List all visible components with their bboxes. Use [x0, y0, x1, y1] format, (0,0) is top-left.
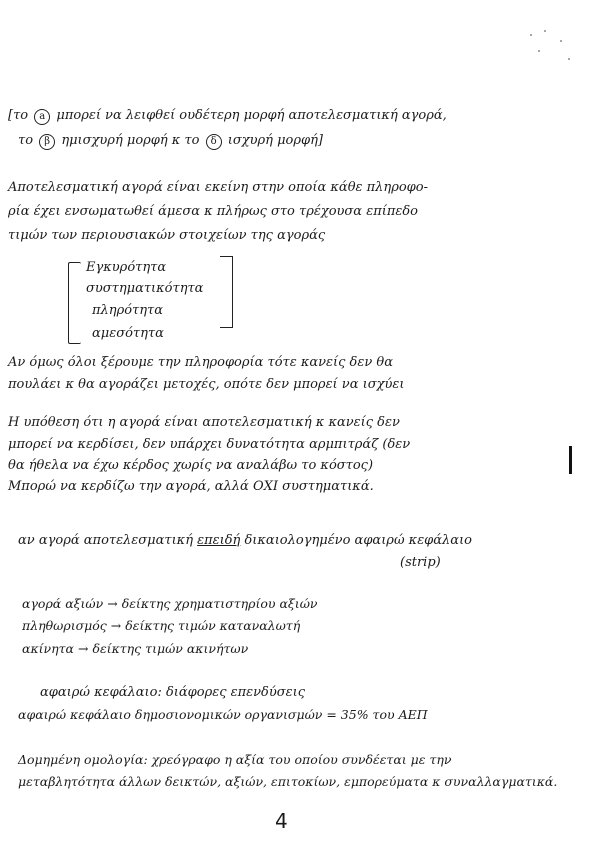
- note-line-23: Δομημένη ομολογία: χρεόγραφο η αξία του οποίου συνδέεται με την: [18, 752, 452, 767]
- bracket-right: [220, 256, 233, 328]
- mapping-row: ακίνητα → δείκτης τιμών ακινήτων: [22, 641, 249, 656]
- bracket-left: [68, 262, 81, 344]
- note-line-17: (strip): [400, 555, 441, 570]
- list-item: Εγκυρότητα: [86, 260, 167, 275]
- note-line-21: αφαιρώ κεφάλαιο: διάφορες επενδύσεις: [40, 685, 305, 700]
- mapping-row: αγορά αξιών → δείκτης χρηματιστηρίου αξιών: [22, 596, 318, 611]
- stray-marks: [520, 28, 580, 68]
- note-line-15: Μπορώ να κερδίζω την αγορά, αλλά ΟΧΙ συστηματικά.: [8, 479, 374, 494]
- circled-letter-icon: β: [39, 134, 55, 150]
- note-line-14: θα ήθελα να έχω κέρδος χωρίς να αναλάβω το κόστος): [8, 458, 374, 473]
- circled-letter-icon: a: [34, 109, 50, 125]
- list-item: συστηματικότητα: [86, 281, 204, 296]
- circled-letter-icon: δ: [206, 134, 222, 150]
- note-line-12: Η υπόθεση ότι η αγορά είναι αποτελεσματική κ κανείς δεν: [8, 415, 400, 430]
- note-line-10: Αν όμως όλοι ξέρουμε την πληροφορία τότε κανείς δεν θα: [8, 355, 393, 370]
- margin-mark: [569, 446, 572, 474]
- note-line-13: μπορεί να κερδίσει, δεν υπάρχει δυνατότητα αρμπιτράζ (δεν: [8, 437, 411, 452]
- note-line-22: αφαιρώ κεφάλαιο δημοσιονομικών οργανισμών = 35% του ΑΕΠ: [18, 707, 428, 722]
- list-item: πληρότητα: [92, 303, 163, 318]
- note-line-2: το β ημισχυρή μορφή κ το δ ισχυρή μορφή]: [18, 133, 323, 148]
- note-line-11: πουλάει κ θα αγοράζει μετοχές, οπότε δεν μπορεί να ισχύει: [8, 377, 405, 392]
- note-line-1: [το a μπορεί να λειφθεί ουδέτερη μορφή αποτελεσματική αγορά,: [8, 108, 447, 123]
- note-line-3: Αποτελεσματική αγορά είναι εκείνη στην οποία κάθε πληροφο-: [8, 180, 428, 195]
- mapping-row: πληθωρισμός → δείκτης τιμών καταναλωτή: [22, 618, 301, 633]
- note-line-5: τιμών των περιουσιακών στοιχείων της αγοράς: [8, 228, 326, 243]
- note-line-16: αν αγορά αποτελεσματική επειδή δικαιολογημένο αφαιρώ κεφάλαιο: [18, 533, 473, 548]
- list-item: αμεσότητα: [92, 326, 164, 341]
- note-line-24: μεταβλητότητα άλλων δεικτών, αξιών, επιτοκίων, εμπορεύματα κ συναλλαγματικά.: [18, 774, 558, 789]
- note-line-4: ρία έχει ενσωματωθεί άμεσα κ πλήρως στο τρέχουσα επίπεδο: [8, 204, 419, 219]
- page-number: 4: [275, 809, 288, 833]
